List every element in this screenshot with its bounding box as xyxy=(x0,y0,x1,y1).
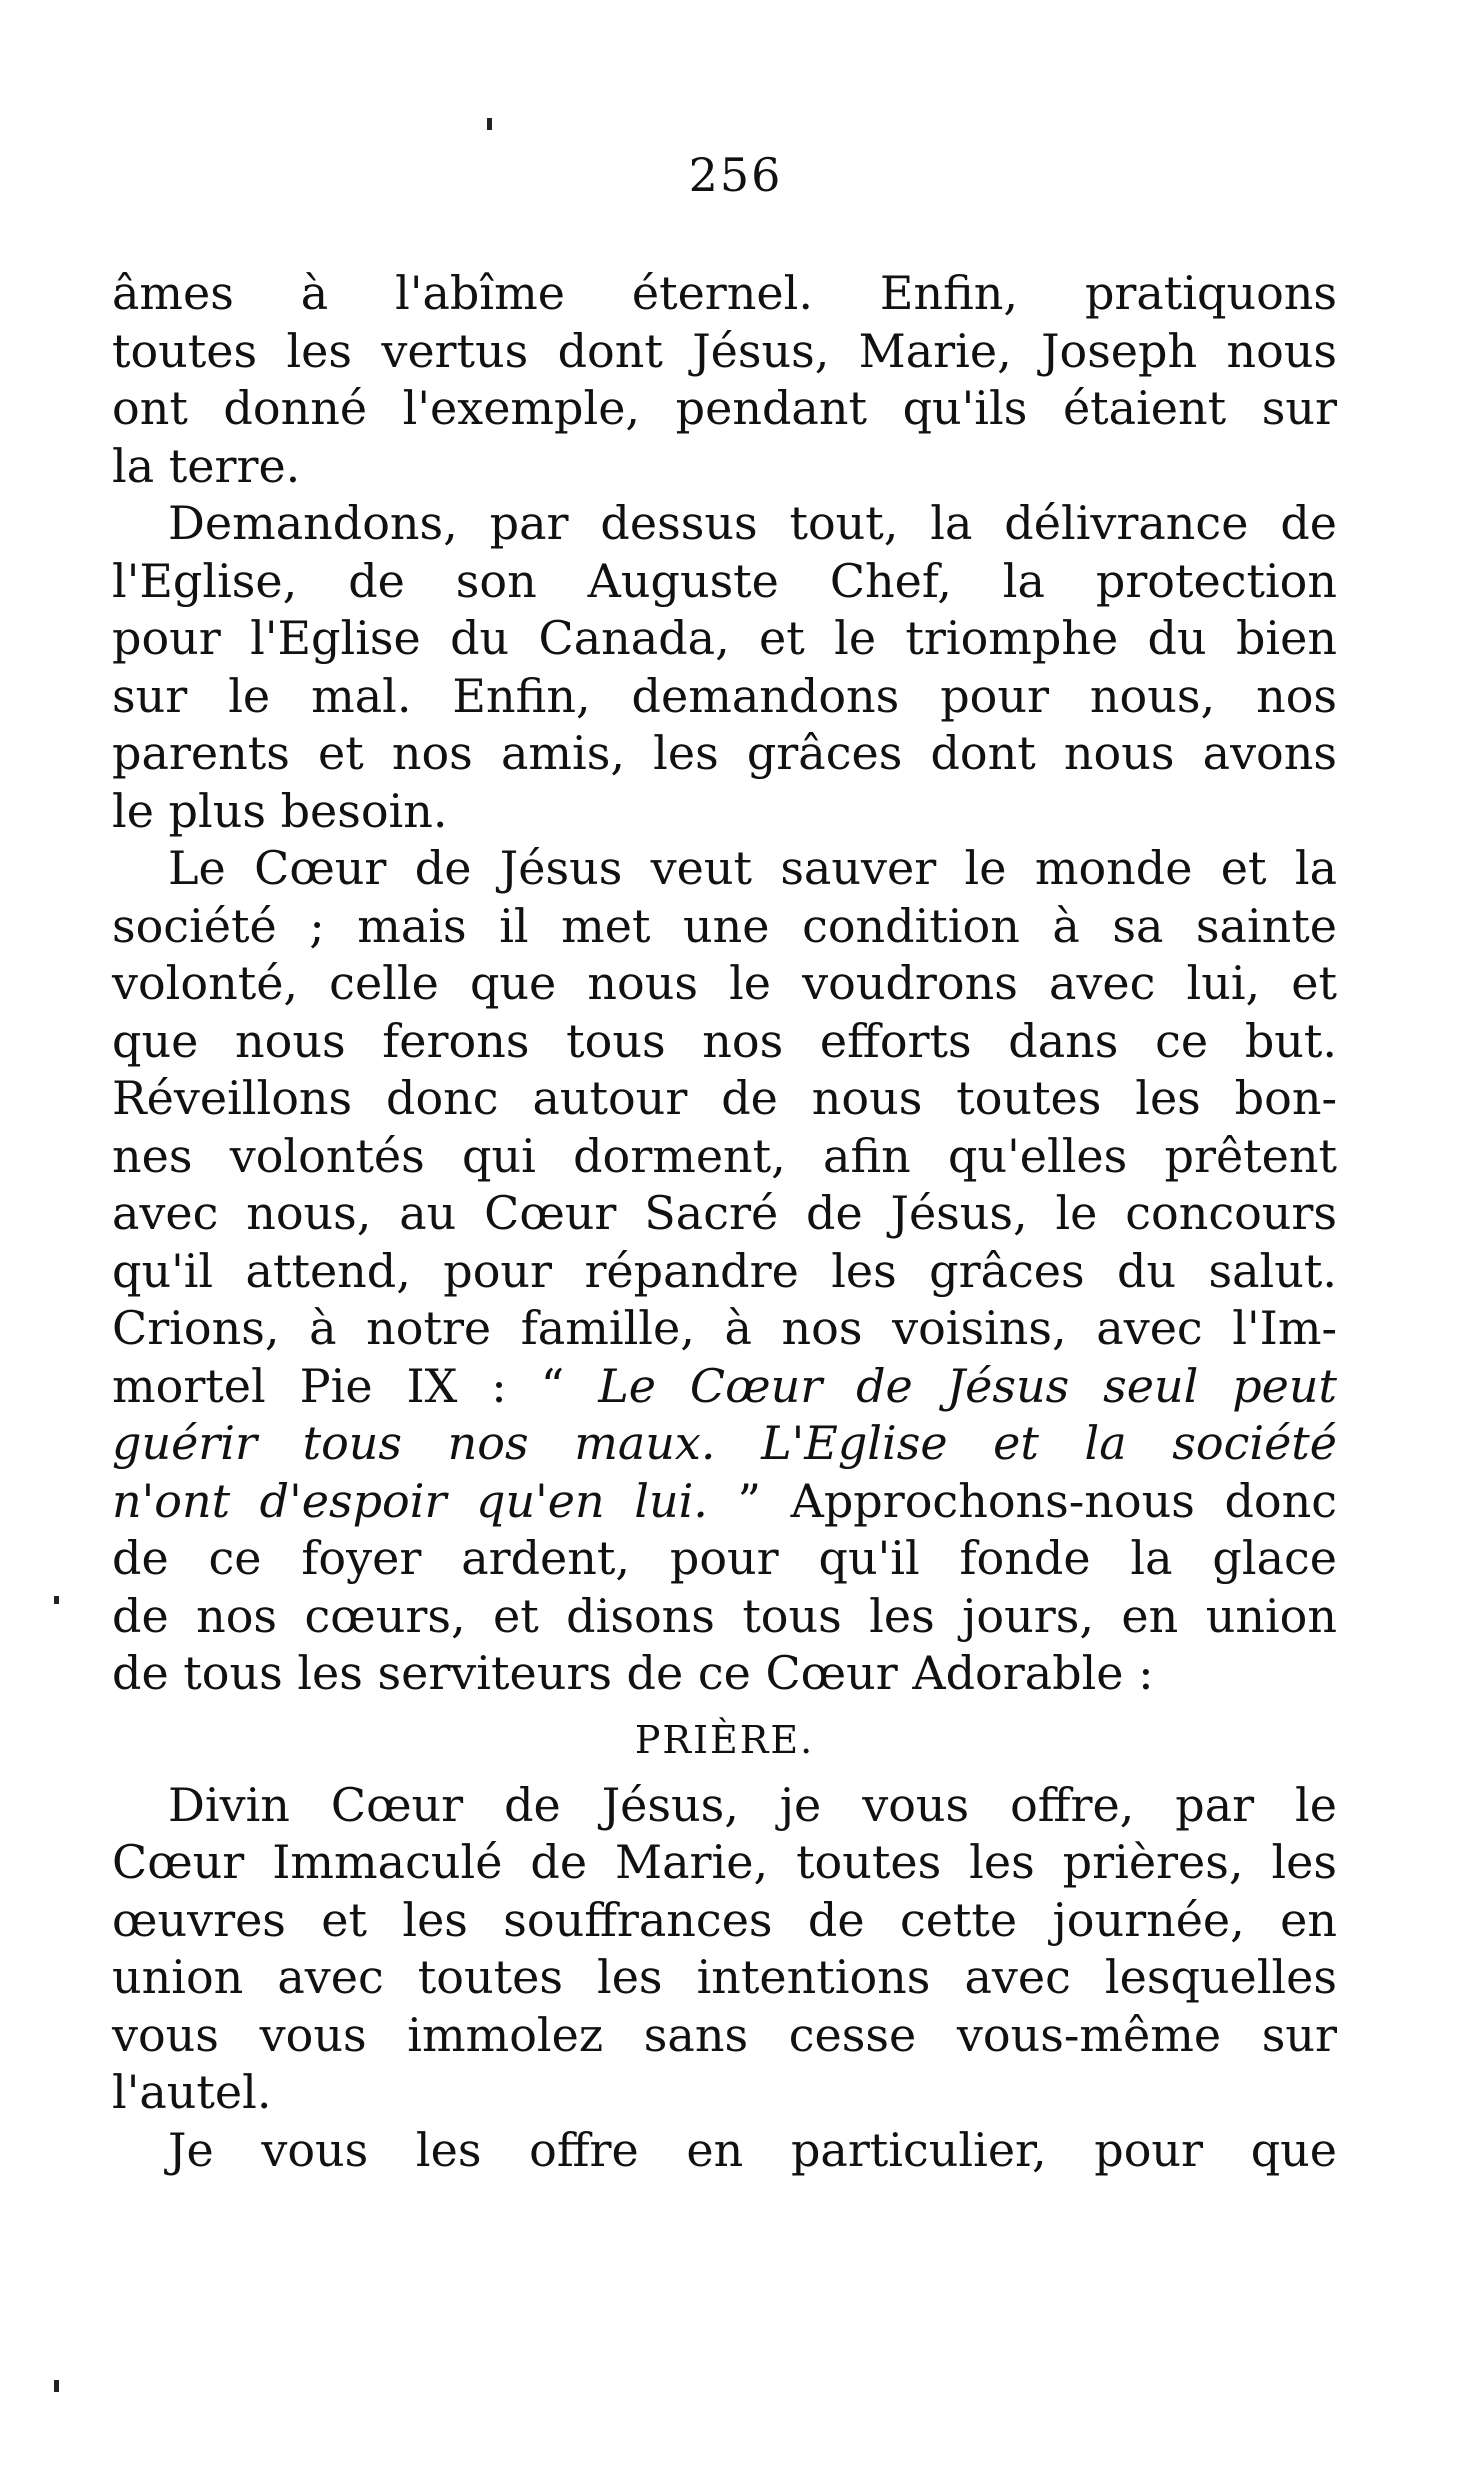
text-line: nes volontés qui dorment, afin qu'elles prêtent xyxy=(112,1128,1337,1183)
text-line-with-quote xyxy=(112,1358,1337,1416)
text-line: sur le mal. Enfin, demandons pour nous, nos xyxy=(112,668,1337,723)
text-line: Divin Cœur de Jésus, je vous offre, par le xyxy=(168,1777,1337,1832)
text-line: vous vous immolez sans cesse vous-même sur xyxy=(112,2007,1337,2062)
page-number: 256 xyxy=(688,148,783,202)
body-text xyxy=(112,265,1337,2179)
text-line: Crions, à notre famille, à nos voisins, avec l'Im- xyxy=(112,1301,1337,1355)
text-line: le plus besoin. xyxy=(112,783,448,838)
text-line: avec nous, au Cœur Sacré de Jésus, le concours xyxy=(112,1186,1337,1240)
quotation-italic: n'ont d'espoir qu'en lui. xyxy=(112,1473,708,1528)
text-line: l'autel. xyxy=(112,2065,272,2119)
text-line: de ce foyer ardent, pour qu'il fonde la glace xyxy=(112,1531,1337,1585)
text-line: qu'il attend, pour répandre les grâces du salut. xyxy=(112,1243,1337,1298)
text-line: Le Cœur de Jésus veut sauver le monde et la xyxy=(168,841,1337,895)
text-line: parents et nos amis, les grâces dont nous avons xyxy=(112,726,1337,780)
print-speck xyxy=(54,2380,59,2392)
text-line: Cœur Immaculé de Marie, toutes les prières, les xyxy=(112,1835,1337,1889)
text-run: mortel Pie IX : “ xyxy=(112,1358,565,1413)
text-line: ont donné l'exemple, pendant qu'ils étaient sur xyxy=(112,381,1337,435)
text-line: Réveillons donc autour de nous toutes les bon- xyxy=(112,1071,1337,1125)
text-line: l'Eglise, de son Auguste Chef, la protection xyxy=(112,553,1337,608)
print-speck xyxy=(487,118,492,130)
text-line: pour l'Eglise du Canada, et le triomphe du bien xyxy=(112,611,1337,665)
print-speck xyxy=(54,1596,59,1604)
quotation-italic-line: guérir tous nos maux. L'Eglise et la société xyxy=(112,1416,1337,1470)
text-line: la terre. xyxy=(112,438,301,493)
text-line: toutes les vertus dont Jésus, Marie, Joseph nous xyxy=(112,323,1337,378)
text-run: ” Approchons-nous donc xyxy=(737,1473,1337,1528)
text-line: union avec toutes les intentions avec lesquelles xyxy=(112,1950,1337,2004)
text-line: que nous ferons tous nos efforts dans ce but. xyxy=(112,1013,1337,1068)
text-line: Je vous les offre en particulier, pour que xyxy=(168,2122,1337,2177)
section-heading: PRIÈRE. xyxy=(634,1717,815,1762)
text-line: volonté, celle que nous le voudrons avec lui, et xyxy=(112,956,1337,1010)
text-line: société ; mais il met une condition à sa sainte xyxy=(112,898,1337,953)
text-line-with-quote xyxy=(112,1473,1337,1531)
text-line: de nos cœurs, et disons tous les jours, en union xyxy=(112,1588,1337,1643)
quotation-italic: Le Cœur de Jésus seul peut xyxy=(598,1358,1338,1413)
text-line: de tous les serviteurs de ce Cœur Adorable : xyxy=(112,1646,1154,1700)
text-line: œuvres et les souffrances de cette journée, en xyxy=(112,1892,1337,1947)
text-line: âmes à l'abîme éternel. Enfin, pratiquons xyxy=(112,266,1337,320)
text-line: Demandons, par dessus tout, la délivrance de xyxy=(168,496,1337,550)
